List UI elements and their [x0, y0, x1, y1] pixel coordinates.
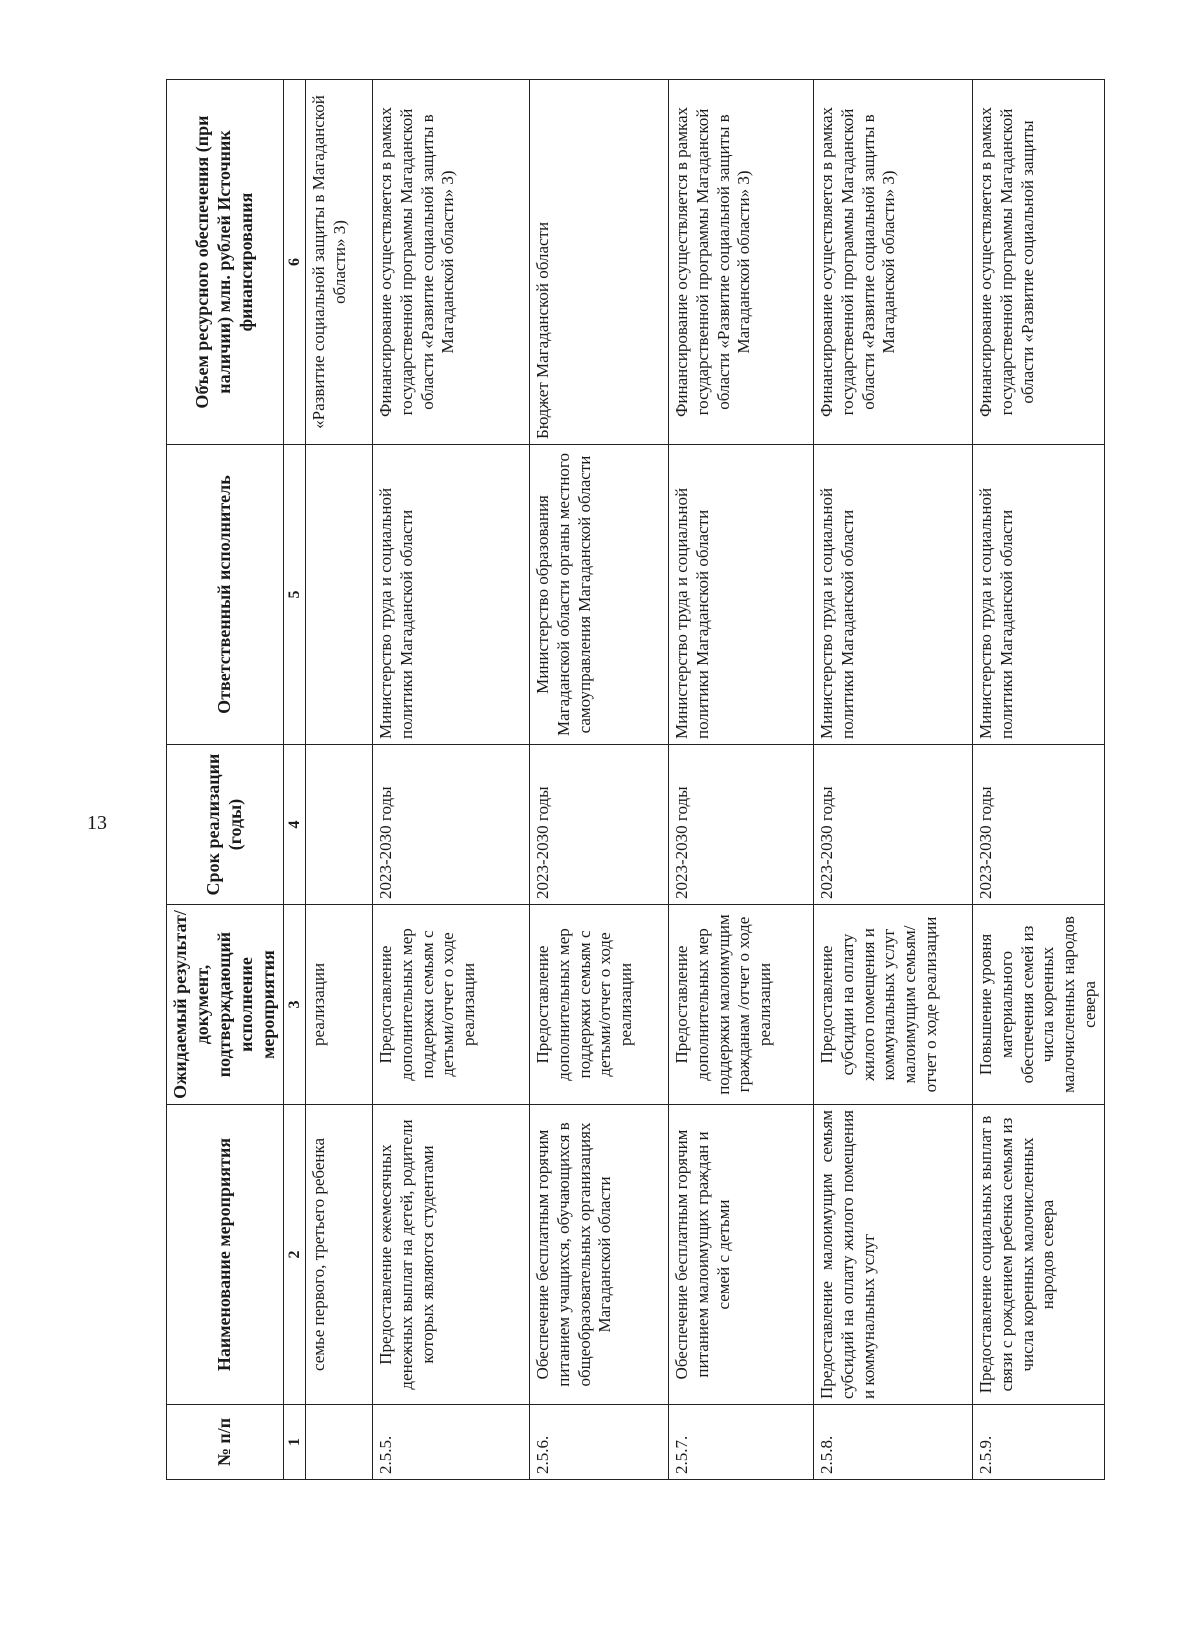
header-funding: Объем ресурсного обеспечения (при наличии) млн. рублей Источник финансирования [167, 80, 284, 445]
row-executor: Министерство труда и социальной политики Магаданской области [973, 445, 1104, 745]
row-num [306, 1405, 373, 1480]
column-number: 1 [283, 1405, 306, 1480]
row-term: 2023-2030 годы [669, 745, 814, 905]
header-result: Ожидаемый результат/ документ, подтверждающий исполнение мероприятия [167, 905, 284, 1105]
row-funding: «Развитие социальной защиты в Магаданской области» 3) [306, 80, 373, 445]
row-result: Предоставление дополнительных мер поддержки малоимущим гражданам /отчет о ходе реализации [669, 905, 814, 1105]
row-result: реализации [306, 905, 373, 1105]
row-executor: Министерство труда и социальной политики Магаданской области [373, 445, 530, 745]
column-number: 5 [283, 445, 306, 745]
row-term: 2023-2030 годы [530, 745, 669, 905]
row-executor [306, 445, 373, 745]
row-name: Предоставление социальных выплат в связи с рождением ребенка семьям из числа коренных малочисленных народов севера [973, 1105, 1104, 1405]
column-number-row [283, 80, 306, 1480]
activities-table [166, 79, 1105, 1480]
column-number: 3 [283, 905, 306, 1105]
row-result: Предоставление дополнительных мер поддержки семьям с детьми/отчет о ходе реализации [373, 905, 530, 1105]
row-funding: Финансирование осуществляется в рамках государственной программы Магаданской области «Развитие социальной защиты в Магаданской области» 3) [669, 80, 814, 445]
row-executor: Министерство труда и социальной политики Магаданской области [669, 445, 814, 745]
row-executor: Министерство труда и социальной политики Магаданской области [814, 445, 973, 745]
row-funding: Бюджет Магаданской области [530, 80, 669, 445]
row-name: Предоставление малоимущим семьям субсидий на оплату жилого помещения и коммунальных услуг [814, 1105, 973, 1405]
column-number: 2 [283, 1105, 306, 1405]
row-executor: Министерство образования Магаданской области органы местного самоуправления Магаданской области [530, 445, 669, 745]
header-term: Срок реализации (годы) [167, 745, 284, 905]
row-num: 2.5.5. [373, 1405, 530, 1480]
table-row [306, 80, 373, 1480]
table-row [973, 80, 1104, 1480]
row-num: 2.5.7. [669, 1405, 814, 1480]
row-result: Предоставление дополнительных мер поддержки семьям с детьми/отчет о ходе реализации [530, 905, 669, 1105]
table-row [669, 80, 814, 1480]
row-name: семье первого, третьего ребенка [306, 1105, 373, 1405]
row-name: Обеспечение бесплатным горячим питанием малоимущих граждан и семей с детьми [669, 1105, 814, 1405]
table-row [814, 80, 973, 1480]
column-number: 6 [283, 80, 306, 445]
column-number: 4 [283, 745, 306, 905]
row-num: 2.5.6. [530, 1405, 669, 1480]
row-funding: Финансирование осуществляется в рамках государственной программы Магаданской области «Развитие социальной защиты [973, 80, 1104, 445]
rotated-table-frame [166, 80, 1099, 1480]
row-term [306, 745, 373, 905]
header-executor: Ответственный исполнитель [167, 445, 284, 745]
table-row [530, 80, 669, 1480]
header-num: № п/п [167, 1405, 284, 1480]
row-result: Повышение уровня материального обеспечения семей из числа коренных малочисленных народов севера [973, 905, 1104, 1105]
table-row [373, 80, 530, 1480]
table-header-row [167, 80, 284, 1480]
header-name: Наименование мероприятия [167, 1105, 284, 1405]
row-name: Обеспечение бесплатным горячим питанием учащихся, обучающихся в общеобразовательных организациях Магаданской области [530, 1105, 669, 1405]
page-number: 13 [87, 812, 107, 834]
row-num: 2.5.9. [973, 1405, 1104, 1480]
row-num: 2.5.8. [814, 1405, 973, 1480]
row-result: Предоставление субсидии на оплату жилого помещения и коммунальных услуг малоимущим семьям/отчет о ходе реализации [814, 905, 973, 1105]
row-term: 2023-2030 годы [814, 745, 973, 905]
row-funding: Финансирование осуществляется в рамках государственной программы Магаданской области «Развитие социальной защиты в Магаданской области» 3) [373, 80, 530, 445]
row-term: 2023-2030 годы [373, 745, 530, 905]
row-term: 2023-2030 годы [973, 745, 1104, 905]
row-funding: Финансирование осуществляется в рамках государственной программы Магаданской области «Развитие социальной защиты в Магаданской области» 3) [814, 80, 973, 445]
row-name: Предоставление ежемесячных денежных выплат на детей, родители которых являются студентами [373, 1105, 530, 1405]
